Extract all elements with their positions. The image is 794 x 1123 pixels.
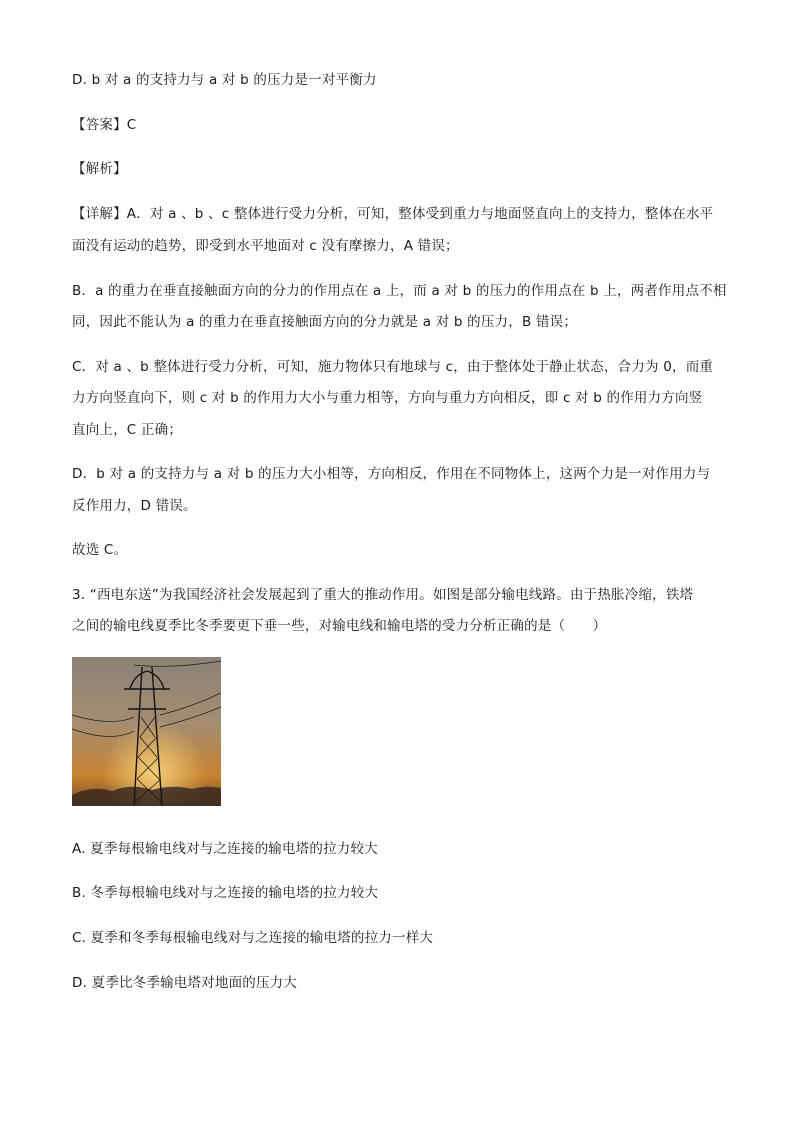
question-stem: 3. “西电东送”为我国经济社会发展起到了重大的推动作用。如图是部分输电线路。由于热胀冷缩，铁塔 — [72, 587, 694, 603]
explanation-line: 【详解】A．对 a 、b 、c 整体进行受力分析，可知，整体受到重力与地面竖直向上的支持力，整体在水平 — [72, 206, 714, 222]
analysis-title: 【解析】 — [72, 161, 127, 177]
option-d-prev: D. b 对 a 的支持力与 a 对 b 的压力是一对平衡力 — [72, 72, 377, 88]
explanation-line: D．b 对 a 的支持力与 a 对 b 的压力大小相等，方向相反，作用在不同物体上，这两个力是一对作用力与 — [72, 466, 711, 482]
explanation-line: 同，因此不能认为 a 的重力在垂直接触面方向的分力就是 a 对 b 的压力，B 错误； — [72, 314, 578, 330]
explanation-line: 力方向竖直向下，则 c 对 b 的作用力大小与重力相等，方向与重力方向相反，即 c 对 b 的作用力方向竖 — [72, 390, 703, 406]
transmission-tower-photo — [72, 657, 221, 806]
conclusion-line: 故选 C。 — [72, 542, 128, 558]
question-stem: 之间的输电线夏季比冬季要更下垂一些，对输电线和输电塔的受力分析正确的是（ ） — [72, 618, 607, 634]
option-d: D. 夏季比冬季输电塔对地面的压力大 — [72, 975, 298, 991]
explanation-line: C．对 a 、b 整体进行受力分析，可知，施力物体只有地球与 c，由于整体处于静止状态，合力为 0，而重 — [72, 359, 714, 375]
option-a: A. 夏季每根输电线对与之连接的输电塔的拉力较大 — [72, 841, 378, 857]
explanation-line: B．a 的重力在垂直接触面方向的分力的作用点在 a 上，而 a 对 b 的压力的作用点在 b 上，两者作用点不相 — [72, 283, 727, 299]
answer-line: 【答案】C — [72, 117, 137, 133]
option-b: B. 冬季每根输电线对与之连接的输电塔的拉力较大 — [72, 885, 379, 901]
explanation-line: 面没有运动的趋势，即受到水平地面对 c 没有摩擦力，A 错误； — [72, 238, 459, 254]
explanation-line: 直向上，C 正确； — [72, 422, 183, 438]
explanation-line: 反作用力，D 错误。 — [72, 498, 197, 514]
option-c: C. 夏季和冬季每根输电线对与之连接的输电塔的拉力一样大 — [72, 930, 434, 946]
